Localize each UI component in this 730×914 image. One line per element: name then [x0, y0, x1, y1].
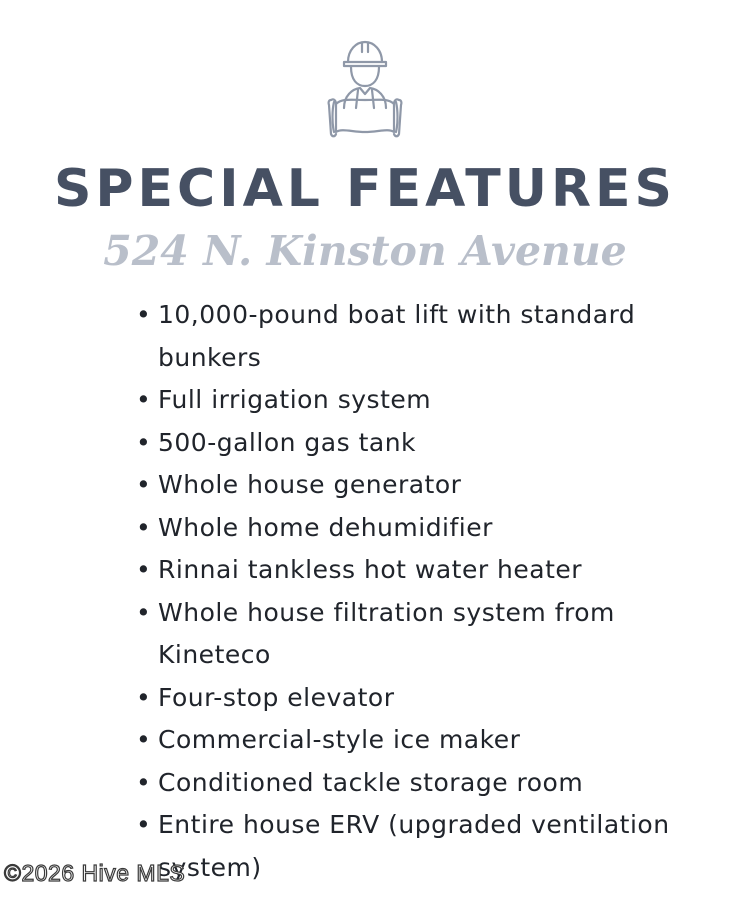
list-item — [136, 464, 696, 507]
feature-text: Entire house ERV (upgraded ventilation system) — [158, 810, 670, 882]
feature-text: 10,000-pound boat lift with standard bunkers — [158, 300, 636, 372]
feature-text: 500-gallon gas tank — [158, 427, 417, 457]
feature-text: Conditioned tackle storage room — [158, 767, 584, 797]
list-item — [136, 592, 696, 677]
bullet-icon: • — [136, 597, 152, 627]
bullet-icon: • — [136, 300, 152, 329]
list-item — [136, 294, 696, 379]
list-item — [136, 762, 696, 805]
list-item — [136, 507, 696, 550]
list-item — [136, 804, 696, 889]
list-item — [136, 422, 696, 465]
list-item — [136, 677, 696, 720]
bullet-icon: • — [136, 810, 152, 839]
feature-text: Four-stop elevator — [158, 682, 395, 712]
feature-list — [136, 294, 696, 889]
bullet-icon: • — [136, 682, 152, 712]
list-item — [136, 379, 696, 422]
list-item — [136, 549, 696, 592]
bullet-icon: • — [136, 385, 152, 414]
property-address: 524 N. Kinston Avenue — [103, 227, 627, 275]
feature-text: Whole house generator — [158, 470, 462, 499]
bullet-icon: • — [136, 512, 152, 542]
feature-text: Whole house filtration system from Kineteco — [158, 597, 615, 669]
feature-text: Full irrigation system — [158, 385, 432, 414]
bullet-icon: • — [136, 767, 152, 797]
bullet-icon: • — [136, 555, 152, 584]
list-item — [136, 719, 696, 762]
feature-text: Whole home dehumidifier — [158, 512, 493, 542]
construction-worker-icon — [322, 38, 408, 142]
feature-text: Commercial-style ice maker — [158, 725, 521, 754]
bullet-icon: • — [136, 427, 152, 457]
bullet-icon: • — [136, 725, 152, 754]
feature-text: Rinnai tankless hot water heater — [158, 555, 583, 584]
page-title: SPECIAL FEATURES — [53, 159, 677, 219]
copyright-watermark: ©2026 Hive MLS — [4, 860, 186, 886]
bullet-icon: • — [136, 470, 152, 499]
